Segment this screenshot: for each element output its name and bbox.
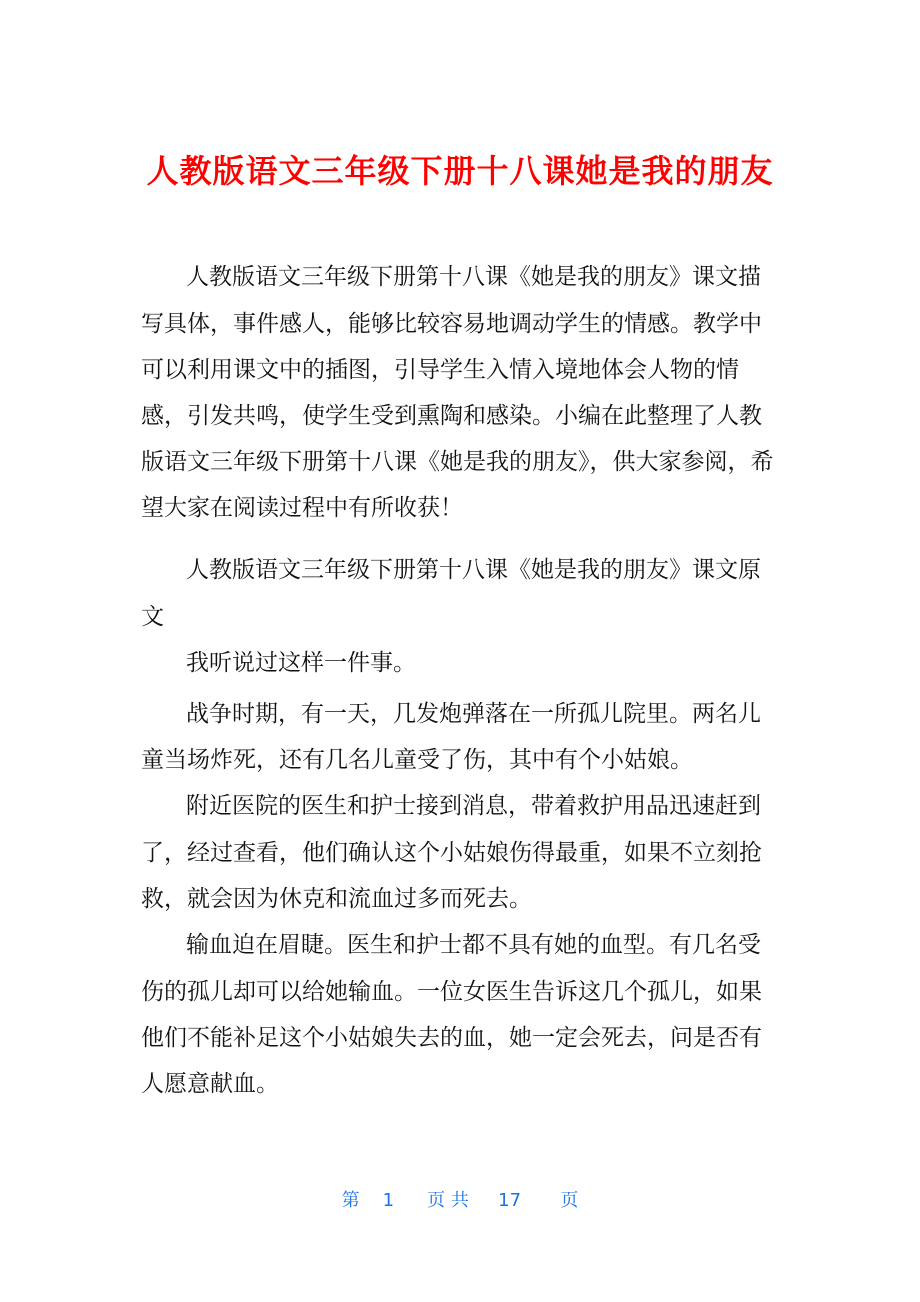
paragraph-line: 可以利用课文中的插图，引导学生入情入境地体会人物的情 [141,357,739,383]
paragraph-line: 童当场炸死，还有几名儿童受了伤，其中有个小姑娘。 [141,747,693,773]
paragraph-line: 输血迫在眉睫。医生和护士都不具有她的血型。有几名受 [186,932,761,958]
paragraph-line: 写具体，事件感人，能够比较容易地调动学生的情感。教学中 [141,311,762,337]
page-footer [0,1186,920,1212]
current-page: 1 [382,1190,395,1211]
document-title: 人教版语文三年级下册十八课她是我的朋友 [146,152,774,190]
paragraph-line: 他们不能补足这个小姑娘失去的血，她一定会死去，问是否有 [141,1025,762,1051]
paragraph-line: 我听说过这样一件事。 [186,650,416,676]
paragraph-line: 附近医院的医生和护士接到消息，带着救护用品迅速赶到 [186,793,761,819]
paragraph-line: 了，经过查看，他们确认这个小姑娘伤得最重，如果不立刻抢 [141,840,762,866]
paragraph-line: 救，就会因为休克和流血过多而死去。 [141,886,532,912]
paragraph-line: 文 [141,604,164,630]
total-pages: 17 [498,1190,522,1211]
paragraph-line: 版语文三年级下册第十八课《她是我的朋友》，供大家参阅，希 [141,449,774,475]
footer-middle: 页 共 [427,1190,469,1211]
footer-suffix: 页 [560,1190,579,1211]
paragraph-line: 感，引发共鸣，使学生受到熏陶和感染。小编在此整理了人教 [141,403,762,429]
paragraph-line: 人教版语文三年级下册第十八课《她是我的朋友》课文原 [186,557,761,583]
paragraph-line: 人教版语文三年级下册第十八课《她是我的朋友》课文描 [186,264,761,290]
footer-prefix: 第 [341,1190,360,1211]
paragraph-line: 人愿意献血。 [141,1071,279,1097]
paragraph-line: 望大家在阅读过程中有所收获！ [141,495,463,521]
paragraph-line: 战争时期，有一天，几发炮弹落在一所孤儿院里。两名儿 [186,701,761,727]
paragraph-line: 伤的孤儿却可以给她输血。一位女医生告诉这几个孤儿，如果 [141,979,762,1005]
